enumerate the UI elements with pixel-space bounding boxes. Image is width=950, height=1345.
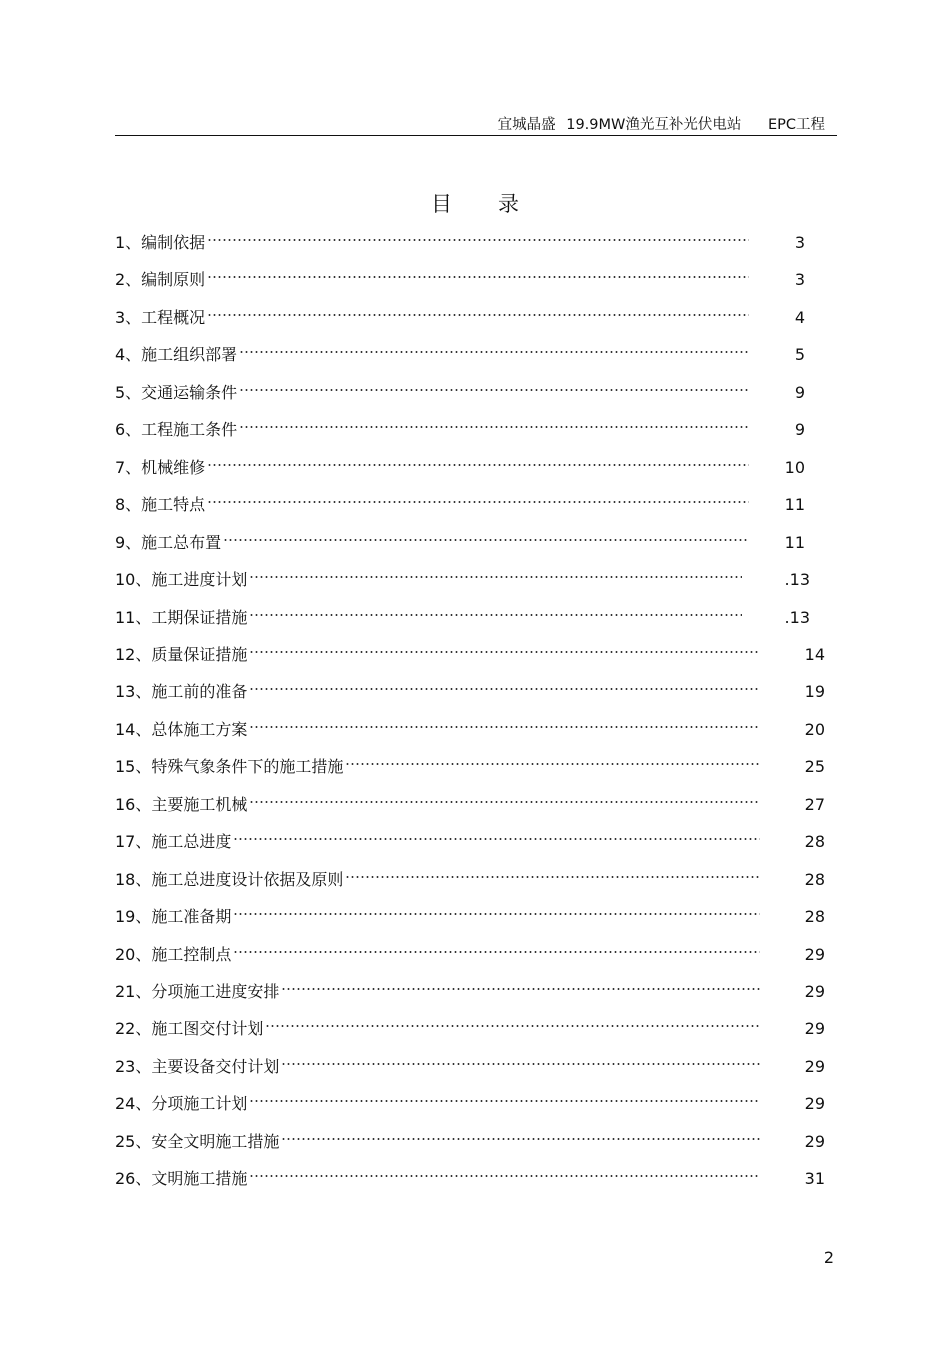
toc-entry-page: 29	[804, 1094, 825, 1114]
toc-entry-label: 18、施工总进度设计依据及原则	[115, 869, 344, 889]
toc-entry[interactable]	[115, 493, 805, 517]
running-header	[115, 113, 837, 134]
toc-entry-page: 28	[804, 869, 825, 889]
toc-entry[interactable]	[115, 531, 805, 555]
toc-entry[interactable]	[115, 1167, 825, 1191]
toc-entry-page: 3	[794, 270, 805, 290]
toc-entry[interactable]	[115, 718, 825, 742]
toc-entry-page: 29	[804, 982, 825, 1001]
toc-entry-label: 14、总体施工方案	[115, 719, 248, 739]
toc-entry-label: 7、机械维修	[115, 457, 206, 477]
toc-entry-page: 28	[804, 907, 825, 927]
toc-entry-page: 5	[794, 345, 805, 365]
toc-entry[interactable]	[115, 1055, 825, 1079]
toc-leader-dots	[249, 651, 760, 653]
toc-entry-page: 10	[784, 457, 805, 477]
toc-entry-label: 8、施工特点	[115, 495, 206, 515]
page-number: 2	[823, 1248, 834, 1267]
toc-entry-label: 16、主要施工机械	[115, 794, 248, 814]
toc-entry[interactable]	[115, 1130, 825, 1154]
toc-entry[interactable]	[115, 231, 805, 255]
toc-entry-page: 25	[804, 757, 825, 777]
toc-entry-page: 11	[784, 532, 805, 552]
toc-leader-dots	[207, 276, 749, 278]
toc-leader-dots	[281, 988, 760, 990]
toc-entry[interactable]	[115, 793, 825, 817]
toc-leader-dots	[207, 464, 749, 466]
header-type: EPC工程	[767, 117, 825, 133]
toc-entry-label: 11、工期保证措施	[115, 607, 248, 627]
toc-entry-label: 15、特殊气象条件下的施工措施	[115, 757, 344, 777]
toc-entry-label: 20、施工控制点	[115, 944, 232, 964]
toc-entry-label: 23、主要设备交付计划	[115, 1056, 280, 1076]
toc-entry-label: 26、文明施工措施	[115, 1169, 248, 1189]
toc-entry[interactable]	[115, 568, 810, 592]
toc-entry[interactable]	[115, 1017, 825, 1041]
header-rule	[115, 135, 837, 136]
toc-leader-dots	[281, 1138, 760, 1140]
toc-leader-dots	[207, 314, 749, 316]
toc-entry-page: 9	[794, 382, 805, 402]
toc-leader-dots	[239, 351, 749, 353]
toc-entry-label: 24、分项施工计划	[115, 1094, 248, 1114]
toc-entry-page: 27	[804, 794, 825, 814]
toc-leader-dots	[223, 539, 749, 541]
toc-leader-dots	[249, 688, 760, 690]
toc-entry-page: .13	[784, 570, 810, 590]
toc-entry-page: 11	[784, 495, 805, 515]
toc-entry-label: 5、交通运输条件	[115, 382, 238, 402]
toc-title: 目录	[431, 192, 565, 216]
toc-entry[interactable]	[115, 606, 810, 630]
toc-leader-dots	[249, 801, 760, 803]
toc-entry[interactable]	[115, 830, 825, 854]
toc-leader-dots	[239, 389, 749, 391]
toc-entry-label: 3、工程概况	[115, 307, 206, 327]
header-project: 宜城晶盛	[497, 117, 556, 133]
toc-entry-page: 4	[794, 307, 805, 327]
toc-entry[interactable]	[115, 755, 825, 779]
toc-entry[interactable]	[115, 643, 825, 667]
toc-leader-dots	[265, 1025, 760, 1027]
toc-entry-page: 29	[804, 1131, 825, 1151]
toc-leader-dots	[345, 763, 760, 765]
toc-entry[interactable]	[115, 905, 825, 929]
toc-entry-page: 29	[804, 944, 825, 964]
toc-entry[interactable]	[115, 980, 825, 1004]
toc-leader-dots	[249, 1100, 760, 1102]
toc-entry-page: 20	[804, 719, 825, 739]
toc-entry[interactable]	[115, 680, 825, 704]
toc-entry-label: 9、施工总布置	[115, 532, 222, 552]
toc-leader-dots	[207, 501, 749, 503]
toc-leader-dots	[345, 876, 760, 878]
header-capacity: 19.9MW渔光互补光伏电站	[566, 117, 742, 133]
toc-entry-label: 1、编制依据	[115, 233, 206, 252]
toc-entry-label: 4、施工组织部署	[115, 345, 238, 365]
toc-entry-label: 10、施工进度计划	[115, 570, 248, 590]
toc-leader-dots	[281, 1063, 760, 1065]
toc-leader-dots	[249, 726, 760, 728]
toc-entry-page: 14	[804, 644, 825, 664]
toc-entry[interactable]	[115, 868, 825, 892]
toc-entry-page: 31	[804, 1169, 825, 1189]
toc-entry-label: 19、施工准备期	[115, 907, 232, 927]
toc-leader-dots	[233, 838, 760, 840]
toc-entry-label: 6、工程施工条件	[115, 420, 238, 440]
toc-entry[interactable]	[115, 306, 805, 330]
toc-leader-dots	[233, 951, 760, 953]
toc-entry[interactable]	[115, 268, 805, 292]
toc-entry-label: 22、施工图交付计划	[115, 1019, 264, 1039]
toc-leader-dots	[249, 1175, 760, 1177]
toc-leader-dots	[233, 913, 760, 915]
toc-entry-label: 13、施工前的准备	[115, 682, 248, 702]
toc-entry[interactable]	[115, 1092, 825, 1116]
toc-entry-label: 12、质量保证措施	[115, 644, 248, 664]
toc-entry-label: 2、编制原则	[115, 270, 206, 290]
toc-entry[interactable]	[115, 343, 805, 367]
toc-leader-dots	[207, 239, 749, 241]
toc-entry-page: .13	[784, 607, 810, 627]
toc-entry[interactable]	[115, 381, 805, 405]
toc-leader-dots	[239, 426, 749, 428]
toc-entry-page: 28	[804, 832, 825, 852]
toc-entry-page: 19	[804, 682, 825, 702]
toc-entry-page: 3	[794, 233, 805, 252]
toc-entry-page: 29	[804, 1056, 825, 1076]
toc-entry[interactable]	[115, 418, 805, 442]
toc-entry-label: 17、施工总进度	[115, 832, 232, 852]
toc-leader-dots	[249, 576, 742, 578]
toc-entry-page: 29	[804, 1019, 825, 1039]
toc-entry[interactable]	[115, 456, 805, 480]
toc-entry-label: 21、分项施工进度安排	[115, 982, 280, 1001]
toc-leader-dots	[249, 614, 742, 616]
toc-entry-page: 9	[794, 420, 805, 440]
toc-entry-label: 25、安全文明施工措施	[115, 1131, 280, 1151]
toc-entry[interactable]	[115, 943, 825, 967]
